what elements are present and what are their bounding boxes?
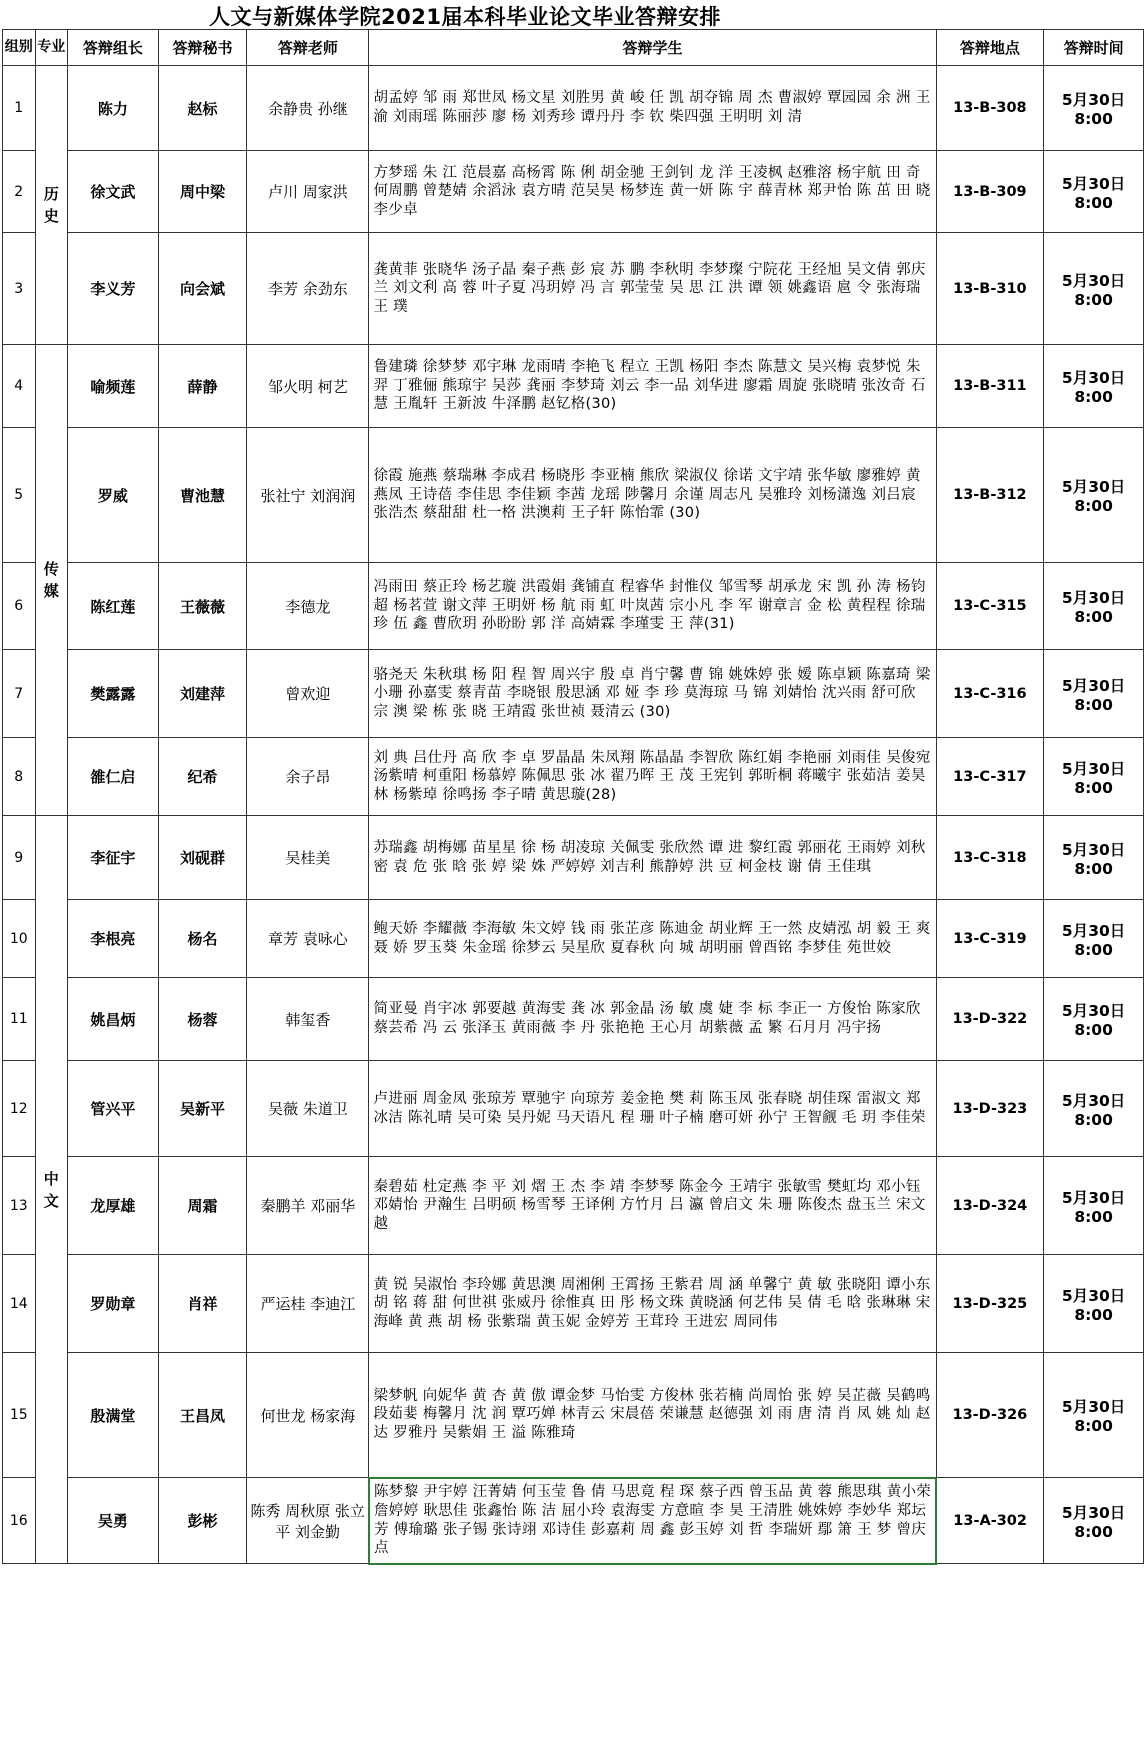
students-cell[interactable]: 苏瑞鑫 胡梅娜 苗星星 徐 杨 胡凌琼 关佩雯 张欣然 谭 进 黎红霞 郭丽花 王雨婷 刘秋密 袁 危 张 晗 张 婷 梁 姝 严婷婷 刘吉利 熊静婷 洪 豆 柯金枝 谢 倩 王佳琪 bbox=[369, 816, 936, 900]
leader-cell[interactable]: 李征宇 bbox=[68, 816, 159, 900]
table-row bbox=[3, 816, 1144, 900]
students-cell[interactable]: 徐霞 施燕 蔡瑞琳 李成君 杨晓彤 李亚楠 熊欣 梁淑仪 徐诺 文宇靖 张华敏 廖雅婷 黄燕凤 王诗蓓 李佳思 李佳颖 李茜 龙瑶 陟馨月 余谨 周志凡 吴雅玲 刘杨潇逸 刘吕宸 张浩杰 蔡甜甜 杜一格 洪澳莉 王子轩 陈怡霏 (30) bbox=[369, 428, 936, 563]
secretary-cell[interactable]: 曹池慧 bbox=[158, 428, 247, 563]
teachers-cell[interactable]: 曾欢迎 bbox=[247, 650, 369, 738]
table-row bbox=[3, 233, 1144, 345]
secretary-cell[interactable]: 赵标 bbox=[158, 66, 247, 151]
group-number-cell[interactable]: 5 bbox=[3, 428, 36, 563]
table-row bbox=[3, 738, 1144, 816]
teachers-cell[interactable]: 韩玺香 bbox=[247, 978, 369, 1061]
leader-cell[interactable]: 陈力 bbox=[68, 66, 159, 151]
students-cell[interactable]: 方梦瑶 朱 江 范晨嘉 高杨霄 陈 俐 胡金驰 王剑钊 龙 洋 王凌枫 赵雅溶 杨宇航 田 奇 何周鹏 曾楚婧 余滔泳 袁方晴 范吴昊 杨梦连 黄一妍 陈 宇 薛青林 郑尹怡 陈 茁 田 晓 李少卓 bbox=[369, 151, 936, 233]
secretary-cell[interactable]: 刘砚群 bbox=[158, 816, 247, 900]
leader-cell[interactable]: 樊露露 bbox=[68, 650, 159, 738]
teachers-cell[interactable]: 余静贵 孙继 bbox=[247, 66, 369, 151]
teachers-cell[interactable]: 李德龙 bbox=[247, 563, 369, 650]
time-cell[interactable]: 5月30日8:00 bbox=[1044, 978, 1144, 1061]
teachers-cell[interactable]: 卢川 周家洪 bbox=[247, 151, 369, 233]
location-cell[interactable]: 13-D-324 bbox=[936, 1157, 1044, 1255]
header-students[interactable]: 答辩学生 bbox=[369, 30, 936, 66]
header-time[interactable]: 答辩时间 bbox=[1044, 30, 1144, 66]
header-row bbox=[3, 30, 1144, 66]
students-cell[interactable]: 简亚曼 肖宇冰 郭要越 黄海雯 龚 冰 郭金晶 汤 敏 虞 婕 李 标 李正一 方俊怡 陈家欣 蔡芸希 冯 云 张泽玉 黄雨薇 李 丹 张艳艳 王心月 胡紫薇 孟 繁 石月月 冯宇扬 bbox=[369, 978, 936, 1061]
leader-cell[interactable]: 陈红莲 bbox=[68, 563, 159, 650]
secretary-cell[interactable]: 向会斌 bbox=[158, 233, 247, 345]
header-secretary[interactable]: 答辩秘书 bbox=[158, 30, 247, 66]
group-number-cell[interactable]: 8 bbox=[3, 738, 36, 816]
table-row bbox=[3, 151, 1144, 233]
major-cell[interactable]: 传 媒 bbox=[35, 345, 68, 816]
group-number-cell[interactable]: 15 bbox=[3, 1353, 36, 1478]
time-cell[interactable]: 5月30日8:00 bbox=[1044, 1255, 1144, 1353]
group-number-cell[interactable]: 10 bbox=[3, 900, 36, 978]
leader-cell[interactable]: 雒仁启 bbox=[68, 738, 159, 816]
page-title: 人文与新媒体学院2021届本科毕业论文毕业答辩安排 bbox=[209, 5, 721, 29]
students-cell[interactable]: 卢进丽 周金凤 张琼芳 覃驰宇 向琼芳 姜金艳 樊 莉 陈玉凤 张春晓 胡佳琛 雷淑文 郑冰洁 陈礼晴 吴可染 吴丹妮 马天语凡 程 珊 叶子楠 磨可妍 孙宁 王智觎 毛 玥 李佳荣 bbox=[369, 1061, 936, 1157]
table-row bbox=[3, 978, 1144, 1061]
leader-cell[interactable]: 李根亮 bbox=[68, 900, 159, 978]
students-cell[interactable]: 鲁建璘 徐梦梦 邓宇琳 龙雨晴 李艳飞 程立 王凯 杨阳 李杰 陈慧文 吴兴梅 袁梦悦 朱羿 丁雅俪 熊琼宇 吴莎 龚丽 李梦琦 刘云 李一品 刘华进 廖霜 周旋 张晓晴 张汝奇 石慧 王胤轩 王新波 牛泽鹏 赵钇格(30) bbox=[369, 345, 936, 428]
secretary-cell[interactable]: 周霜 bbox=[158, 1157, 247, 1255]
location-cell[interactable]: 13-B-312 bbox=[936, 428, 1044, 563]
time-cell[interactable]: 5月30日8:00 bbox=[1044, 345, 1144, 428]
leader-cell[interactable]: 罗勋章 bbox=[68, 1255, 159, 1353]
leader-cell[interactable]: 李义芳 bbox=[68, 233, 159, 345]
table-row bbox=[3, 1061, 1144, 1157]
teachers-cell[interactable]: 陈秀 周秋原 张立平 刘金勤 bbox=[247, 1478, 369, 1564]
table-row bbox=[3, 345, 1144, 428]
secretary-cell[interactable]: 周中梁 bbox=[158, 151, 247, 233]
group-number-cell[interactable]: 3 bbox=[3, 233, 36, 345]
teachers-cell[interactable]: 余子昂 bbox=[247, 738, 369, 816]
group-number-cell[interactable]: 7 bbox=[3, 650, 36, 738]
location-cell[interactable]: 13-D-323 bbox=[936, 1061, 1044, 1157]
students-cell[interactable]: 陈梦黎 尹宇婷 汪菁婧 何玉莹 鲁 倩 马思竟 程 琛 蔡子西 曾玉品 黄 蓉 熊思琪 黄小荣 詹婷婷 耿思佳 张鑫怡 陈 洁 屈小玲 袁海雯 方意暄 李 昊 王清胜 姚姝婷 李妙华 郑坛芳 傅瑜璐 张子锡 张诗翊 邓诗佳 彭嘉莉 周 鑫 彭玉婷 刘 哲 李瑞妍 鄢 箫 王 梦 曾庆点 bbox=[369, 1478, 936, 1564]
students-cell[interactable]: 鲍天娇 李耀薇 李海敏 朱文婷 钱 雨 张芷彦 陈迪金 胡业辉 王一然 皮婧泓 胡 毅 王 爽 聂 娇 罗玉葵 朱金瑶 徐梦云 吴星欣 夏春秋 向 城 胡明丽 曾酉铭 李梦佳 苑世姣 bbox=[369, 900, 936, 978]
header-teachers[interactable]: 答辩老师 bbox=[247, 30, 369, 66]
secretary-cell[interactable]: 王薇薇 bbox=[158, 563, 247, 650]
secretary-cell[interactable]: 薛静 bbox=[158, 345, 247, 428]
time-cell[interactable]: 5月30日8:00 bbox=[1044, 233, 1144, 345]
teachers-cell[interactable]: 何世龙 杨家海 bbox=[247, 1353, 369, 1478]
location-cell[interactable]: 13-C-317 bbox=[936, 738, 1044, 816]
secretary-cell[interactable]: 刘建萍 bbox=[158, 650, 247, 738]
time-cell[interactable]: 5月30日8:00 bbox=[1044, 151, 1144, 233]
header-major[interactable]: 专业 bbox=[35, 30, 68, 66]
time-cell[interactable]: 5月30日8:00 bbox=[1044, 563, 1144, 650]
table-body bbox=[3, 66, 1144, 1564]
defense-schedule-table bbox=[2, 29, 1144, 1565]
teachers-cell[interactable]: 严运桂 李迪江 bbox=[247, 1255, 369, 1353]
time-cell[interactable]: 5月30日8:00 bbox=[1044, 650, 1144, 738]
location-cell[interactable]: 13-C-315 bbox=[936, 563, 1044, 650]
secretary-cell[interactable]: 肖祥 bbox=[158, 1255, 247, 1353]
major-cell[interactable]: 中 文 bbox=[35, 816, 68, 1564]
leader-cell[interactable]: 殷满堂 bbox=[68, 1353, 159, 1478]
secretary-cell[interactable]: 王昌凤 bbox=[158, 1353, 247, 1478]
group-number-cell[interactable]: 2 bbox=[3, 151, 36, 233]
time-cell[interactable]: 5月30日8:00 bbox=[1044, 1478, 1144, 1564]
teachers-cell[interactable]: 吴薇 朱道卫 bbox=[247, 1061, 369, 1157]
major-cell[interactable]: 历 史 bbox=[35, 66, 68, 345]
group-number-cell[interactable]: 4 bbox=[3, 345, 36, 428]
secretary-cell[interactable]: 纪希 bbox=[158, 738, 247, 816]
location-cell[interactable]: 13-D-322 bbox=[936, 978, 1044, 1061]
time-cell[interactable]: 5月30日8:00 bbox=[1044, 428, 1144, 563]
leader-cell[interactable]: 管兴平 bbox=[68, 1061, 159, 1157]
time-cell[interactable]: 5月30日8:00 bbox=[1044, 738, 1144, 816]
students-cell[interactable]: 梁梦帆 向妮华 黄 杏 黄 傲 谭金梦 马怡雯 方俊林 张若楠 尚周怡 张 婷 吴芷薇 吴鹤鸣 段茹婓 梅馨月 沈 润 覃巧婵 林青云 宋晨蓓 荣谦慧 赵德强 刘 雨 唐 清 肖 凤 姚 灿 赵 达 罗雅丹 吴紫娟 王 溢 陈雅琦 bbox=[369, 1353, 936, 1478]
teachers-cell[interactable]: 邹火明 柯艺 bbox=[247, 345, 369, 428]
location-cell[interactable]: 13-B-309 bbox=[936, 151, 1044, 233]
leader-cell[interactable]: 龙厚雄 bbox=[68, 1157, 159, 1255]
group-number-cell[interactable]: 1 bbox=[3, 66, 36, 151]
secretary-cell[interactable]: 吴新平 bbox=[158, 1061, 247, 1157]
table-row bbox=[3, 428, 1144, 563]
location-cell[interactable]: 13-C-319 bbox=[936, 900, 1044, 978]
table-row bbox=[3, 1255, 1144, 1353]
location-cell[interactable]: 13-B-308 bbox=[936, 66, 1044, 151]
group-number-cell[interactable]: 14 bbox=[3, 1255, 36, 1353]
students-cell[interactable]: 刘 典 吕仕丹 高 欣 李 卓 罗晶晶 朱凤翔 陈晶晶 李智欣 陈红娟 李艳丽 刘雨佳 吴俊宛 汤紫晴 柯重阳 杨慕婷 陈佩思 张 冰 翟乃晖 王 茂 王宪钊 郭昕桐 蒋曦宇 张茹洁 姜昊林 杨紫琸 徐鸣扬 李子晴 黄思璇(28) bbox=[369, 738, 936, 816]
time-cell[interactable]: 5月30日8:00 bbox=[1044, 900, 1144, 978]
group-number-cell[interactable]: 13 bbox=[3, 1157, 36, 1255]
location-cell[interactable]: 13-D-326 bbox=[936, 1353, 1044, 1478]
secretary-cell[interactable]: 彭彬 bbox=[158, 1478, 247, 1564]
students-cell[interactable]: 秦碧茹 杜定燕 李 平 刘 熠 王 杰 李 靖 李梦琴 陈金今 王靖宇 张敏雪 樊虹均 邓小钰 邓婧怡 尹瀚生 吕明硕 杨雪琴 王译俐 方竹月 吕 瀛 曾启文 朱 珊 陈俊杰 盘玉兰 宋文越 bbox=[369, 1157, 936, 1255]
location-cell[interactable]: 13-B-311 bbox=[936, 345, 1044, 428]
group-number-cell[interactable]: 9 bbox=[3, 816, 36, 900]
location-cell[interactable]: 13-B-310 bbox=[936, 233, 1044, 345]
table-row bbox=[3, 66, 1144, 151]
header-group-no[interactable]: 组别 bbox=[3, 30, 36, 66]
leader-cell[interactable]: 姚昌炳 bbox=[68, 978, 159, 1061]
location-cell[interactable]: 13-C-316 bbox=[936, 650, 1044, 738]
group-number-cell[interactable]: 16 bbox=[3, 1478, 36, 1564]
group-number-cell[interactable]: 11 bbox=[3, 978, 36, 1061]
students-cell[interactable]: 胡孟婷 邹 雨 郑世凤 杨文星 刘胜男 黄 峻 任 凯 胡夺锦 周 杰 曹淑婷 覃园园 余 洲 王 渝 刘雨瑶 陈丽莎 廖 杨 刘秀珍 谭丹丹 李 钦 柴四强 王明明 刘 清 bbox=[369, 66, 936, 151]
group-number-cell[interactable]: 12 bbox=[3, 1061, 36, 1157]
teachers-cell[interactable]: 章芳 袁咏心 bbox=[247, 900, 369, 978]
table-row bbox=[3, 650, 1144, 738]
time-cell[interactable]: 5月30日8:00 bbox=[1044, 1061, 1144, 1157]
students-cell[interactable]: 龚黄菲 张晓华 汤子晶 秦子燕 彭 宸 苏 鹏 李秋明 李梦璨 宁院花 王经旭 吴文倩 郭庆兰 刘文利 高 蓉 叶子夏 冯玥婷 冯 言 郭莹莹 吴 思 江 洪 谭 领 姚鑫语 扈 令 张海瑞 王 璞 bbox=[369, 233, 936, 345]
time-cell[interactable]: 5月30日8:00 bbox=[1044, 1157, 1144, 1255]
table-row bbox=[3, 563, 1144, 650]
time-cell[interactable]: 5月30日8:00 bbox=[1044, 1353, 1144, 1478]
secretary-cell[interactable]: 杨名 bbox=[158, 900, 247, 978]
leader-cell[interactable]: 喻频莲 bbox=[68, 345, 159, 428]
secretary-cell[interactable]: 杨蓉 bbox=[158, 978, 247, 1061]
location-cell[interactable]: 13-A-302 bbox=[936, 1478, 1044, 1564]
leader-cell[interactable]: 吴勇 bbox=[68, 1478, 159, 1564]
table-row bbox=[3, 1157, 1144, 1255]
group-number-cell[interactable]: 6 bbox=[3, 563, 36, 650]
students-cell[interactable]: 冯雨田 蔡正玲 杨艺璇 洪霞娟 龚铺直 程睿华 封惟仪 邹雪琴 胡承龙 宋 凯 孙 涛 杨钧超 杨茗萱 谢文萍 王明妍 杨 航 雨 虹 叶岚茜 宗小凡 李 军 谢章言 金 松 黄程程 徐瑞珍 伍 鑫 曹欣玥 孙盼盼 郭 洋 高婧霖 李瑾雯 王 萍(31) bbox=[369, 563, 936, 650]
table-row bbox=[3, 1478, 1144, 1564]
students-cell[interactable]: 骆尧天 朱秋琪 杨 阳 程 智 周兴宇 殷 卓 肖宁馨 曹 锦 姚姝婷 张 嫒 陈卓颖 陈嘉琦 梁小珊 孙嘉雯 蔡青苗 李晓银 殷思涵 邓 娅 李 珍 莫海琼 马 锦 刘婧怡 沈兴雨 舒可欣 宗 澳 梁 栋 张 晓 王靖霞 张世祯 聂清云 (30) bbox=[369, 650, 936, 738]
header-leader[interactable]: 答辩组长 bbox=[68, 30, 159, 66]
time-cell[interactable]: 5月30日8:00 bbox=[1044, 66, 1144, 151]
location-cell[interactable]: 13-C-318 bbox=[936, 816, 1044, 900]
table-row bbox=[3, 1353, 1144, 1478]
students-cell[interactable]: 黄 锐 吴淑怡 李玲娜 黄思澳 周湘俐 王霄扬 王紫君 周 涵 单馨宁 黄 敏 张晓阳 谭小东 胡 铭 蒋 甜 何世祺 张威丹 徐惟真 田 彤 杨文珠 黄晓涵 何艺伟 吴 倩 毛 晗 张琳琳 宋海峰 黄 燕 胡 杨 张紫瑞 黄玉妮 金婷芳 王茸玲 王进宏 周同伟 bbox=[369, 1255, 936, 1353]
teachers-cell[interactable]: 秦鹏羊 邓丽华 bbox=[247, 1157, 369, 1255]
header-location[interactable]: 答辩地点 bbox=[936, 30, 1044, 66]
leader-cell[interactable]: 罗威 bbox=[68, 428, 159, 563]
table-row bbox=[3, 900, 1144, 978]
teachers-cell[interactable]: 吴桂美 bbox=[247, 816, 369, 900]
location-cell[interactable]: 13-D-325 bbox=[936, 1255, 1044, 1353]
time-cell[interactable]: 5月30日8:00 bbox=[1044, 816, 1144, 900]
leader-cell[interactable]: 徐文武 bbox=[68, 151, 159, 233]
teachers-cell[interactable]: 李芳 余劲东 bbox=[247, 233, 369, 345]
teachers-cell[interactable]: 张社宁 刘润润 bbox=[247, 428, 369, 563]
